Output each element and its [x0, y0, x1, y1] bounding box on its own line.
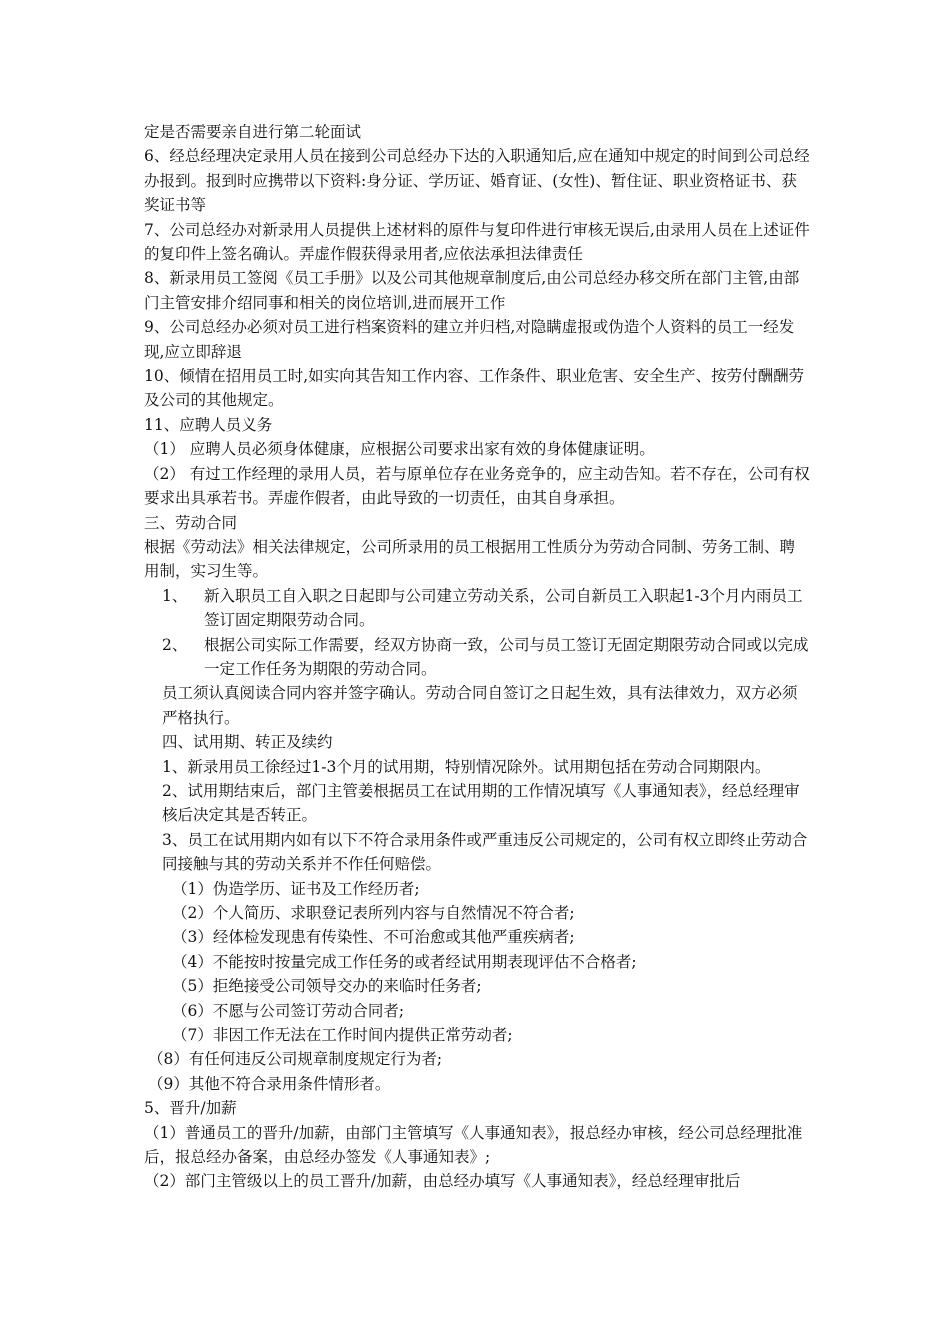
paragraph-item-9: 9、公司总经办必须对员工进行档案资料的建立并归档,对隐瞒虚报或伪造个人资料的员工一经发现,应立即辞退 — [144, 318, 795, 361]
paragraph-item-11: 11、应聘人员义务 — [144, 415, 273, 434]
paragraph-contract-note: 员工须认真阅读合同内容并签字确认。劳动合同自签订之日起生效，具有法律效力，双方必须严格执行。 — [162, 684, 798, 727]
paragraph-contract-intro: 根据《劳动法》相关法律规定，公司所录用的员工根据用工性质分为劳动合同制、劳务工制、聘用制，实习生等。 — [144, 537, 796, 581]
paragraph-item-6: 6、经总经理决定录用人员在接到公司总经办下达的入职通知后,应在通知中规定的时间到公司总经办报到。报到时应携带以下资料:身分证、学历证、婚育证、(女性)、暂住证、职业资格证书、获奖证书等 — [144, 147, 810, 215]
paragraph-probation-3: 3、员工在试用期内如有以下不符合录用条件或严重违反公司规定的，公司有权立即终止劳动合同接触与其的劳动关系并不作任何赔偿。 — [162, 830, 808, 874]
paragraph-item-10: 10、倾情在招用员工时,如实向其告知工作内容、工作条件、职业危害、安全生产、按劳付酬酬劳及公司的其他规定。 — [144, 367, 805, 410]
condition-item-2: （2）个人简历、求职登记表所列内容与自然情况不符合者; — [172, 904, 575, 922]
document-page — [144, 120, 810, 1194]
list-text: 新入职员工自入职之日起即与公司建立劳动关系，公司自新员工入职起1-3个月内雨员工签订固定期限劳动合同。 — [204, 586, 803, 630]
paragraph-obligation-1: （1） 应聘人员必须身体健康，应根据公司要求出家有效的身体健康证明。 — [144, 440, 655, 459]
condition-item-5: （5）拒绝接受公司领导交办的来临时任务者; — [172, 977, 482, 996]
condition-item-6: （6）不愿与公司签订劳动合同者; — [172, 1001, 405, 1020]
section-heading-contract: 三、劳动合同 — [144, 513, 238, 532]
condition-item-7: （7）非因工作无法在工作时间内提供正常劳动者; — [172, 1026, 513, 1045]
paragraph-item-7: 7、公司总经办对新录用人员提供上述材料的原件与复印件进行审核无误后,由录用人员在上述证件的复印件上签名确认。弄虚作假获得录用者,应依法承担法律责任 — [144, 220, 810, 264]
contract-numbered-list — [144, 584, 810, 682]
list-item — [162, 584, 810, 633]
list-item — [162, 633, 810, 682]
paragraph-item-8: 8、新录用员工签阅《员工手册》以及公司其他规章制度后,由公司总经办移交所在部门主管,由部门主管安排介绍同事和相关的岗位培训,进而展开工作 — [144, 269, 800, 312]
list-text: 根据公司实际工作需要，经双方协商一致，公司与员工签订无固定期限劳动合同或以完成一定工作任务为期限的劳动合同。 — [204, 635, 809, 678]
section-heading-promotion: 5、晋升/加薪 — [144, 1099, 237, 1118]
condition-item-4: （4）不能按时按量完成工作任务的或者经试用期表现评估不合格者; — [172, 952, 637, 971]
condition-item-1: （1）伪造学历、证书及工作经历者; — [172, 879, 420, 898]
paragraph-interview: 定是否需要亲自进行第二轮面试 — [144, 123, 362, 141]
list-number: 2、 — [162, 635, 188, 654]
paragraph-probation-1: 1、新录用员工徐经过1-3个月的试用期，特别情况除外。试用期包括在劳动合同期限内。 — [162, 757, 771, 776]
condition-item-3: （3）经体检发现患有传染性、不可治愈或其他严重疾病者; — [172, 928, 575, 947]
condition-item-9: （9）其他不符合录用条件情形者。 — [148, 1074, 391, 1093]
section-heading-probation: 四、试用期、转正及续约 — [162, 733, 333, 752]
paragraph-promotion-1: （1）普通员工的晋升/加薪，由部门主管填写《人事通知表》，报总经办审核，经公司总经理批准后，报总经办备案，由总经办签发《人事通知表》; — [144, 1123, 803, 1167]
paragraph-obligation-2: （2） 有过工作经理的录用人员，若与原单位存在业务竞争的，应主动告知。若不存在，公司有权要求出具承若书。弄虚作假者，由此导致的一切责任，由其自身承担。 — [144, 464, 810, 508]
paragraph-probation-2: 2、试用期结束后，部门主管姜根据员工在试用期的工作情况填写《人事通知表》，经总经理审核后决定其是否转正。 — [162, 781, 800, 825]
list-number: 1、 — [162, 586, 188, 605]
condition-item-8: （8）有任何违反公司规章制度规定行为者; — [148, 1050, 443, 1069]
paragraph-promotion-2: （2）部门主管级以上的员工晋升/加薪，由总经办填写《人事通知表》，经总经理审批后 — [144, 1172, 741, 1191]
